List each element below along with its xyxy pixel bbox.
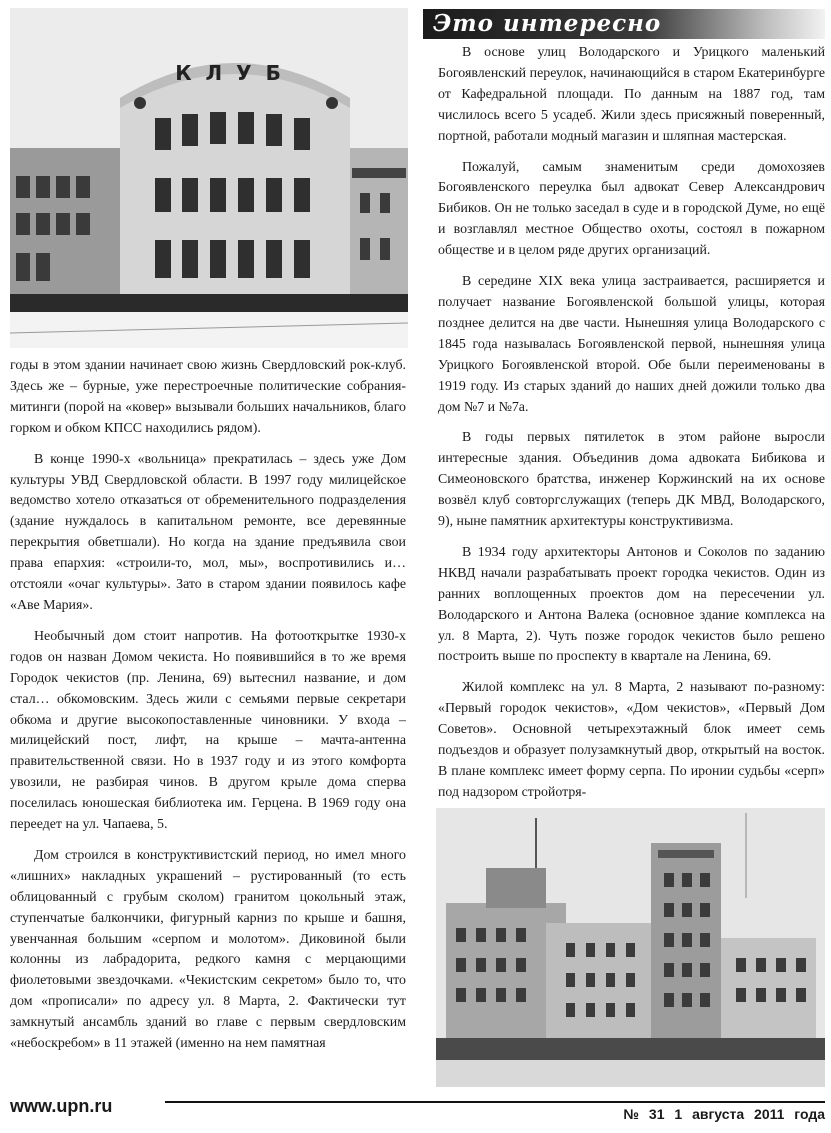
paragraph: В середине XIX века улица застраивается, расширяется и получает название Богоявленской большой улицы, которая позднее делится на две части. Нынешняя улица Володарского с 1845 года называлась Богоявленской первой, нынешняя улица Урицкого Богоявленской второй. Обе были переименованы в 1919 году. Из старых зданий до наших дней дожили только два дом №7 и №7а.: [438, 274, 825, 415]
club-sign-text: КЛУБ: [175, 61, 295, 85]
section-header: [423, 9, 825, 39]
paragraph: В основе улиц Володарского и Урицкого маленький Богоявленский переулок, начинающийся в старом Екатеринбурге от Кафедральной площади. По данным на 1887 год, там числилось всего 5 усадеб. Жили здесь присяжный поверенный, портной, работали модный магазин и шляпная мастерская.: [438, 45, 825, 144]
club-building-photo: [10, 8, 408, 348]
issue-number: № 31: [623, 1106, 665, 1122]
paragraph: годы в этом здании начинает свою жизнь Свердловский рок-клуб. Здесь же – бурные, уже перестроечные политические собрания-митинги (порой на «ковер» вызывали больших начальников, благо горком и обком КПСС находились рядом).: [10, 358, 406, 436]
paragraph: В 1934 году архитекторы Антонов и Соколов по заданию НКВД начали разрабатывать проект городка чекистов. Один из ранних воплощенных проектов дом на пересечении ул. Володарского и Антона Валека (основное здание комплекса на ул. 8 Марта, 2). Чуть позже городок чекистов было решено построить выше по проспекту в квартале на Ленина, 69.: [438, 544, 825, 665]
paragraph: В конце 1990-х «вольница» прекратилась – здесь уже Дом культуры УВД Свердловской области. В 1997 году милицейское ведомство хотело отказаться от обременительного подразделения (здание нуждалось в капитальном ремонте, все деревянные перекрытия обветшали). Но когда на здание предъявила свои права епархия: «строили-то, мол, мы», воспротивились и… отстояли «очаг культуры». Зато в старом здании появилось кафе «Аве Мария».: [10, 451, 406, 613]
site-url: www.upn.ru: [10, 1096, 113, 1116]
paragraph: Жилой комплекс на ул. 8 Марта, 2 называют по-разному: «Первый городок чекистов», «Дом чекистов», «Первый Дом Советов». Основной четырехэтажный блок имеет семь подъездов и образует полузамкнутый двор, открытый на восток. В плане комплекс имеет форму серпа. По иронии судьбы «серп» под надзором стройотря-: [438, 680, 825, 800]
paragraph: В годы первых пятилеток в этом районе выросли интересные здания. Объединив дома адвоката Бибикова и Симеоновского братства, инженер Коржинский на их основе возвёл клуб совторгслужащих (теперь ДК МВД, Володарского, 9), ныне памятник архитектуры конструктивизма.: [438, 430, 825, 530]
section-title: Это интересно: [433, 10, 662, 37]
issue-info: [623, 1106, 825, 1122]
paragraph: Необычный дом стоит напротив. На фотооткрытке 1930-х годов он назван Домом чекиста. Но появившийся в то же время Городок чекистов (пр. Ленина, 69) вытеснил название, и дом стал… обкомовским. Здесь жили с семьями первые секретари обкома и другие высокопоставленные чиновники. У входа – милицейский пост, лифт, на крыше – мачта-антенна правительственной связи. Но в 1937 году и из этого комфорта увозили, не разбирая чинов. В другом крыле дома сперва поселилась юношеская библиотека им. Герцена. В 1969 году она переедет на ул. Чапаева, 5.: [10, 628, 406, 833]
paragraph: Пожалуй, самым знаменитым среди домохозяев Богоявленского переулка был адвокат Север Александрович Бибиков. Он не только заседал в суде и в городской Думе, но ещё и возглавлял местное Общество охоты, состоял в пожарном обществе и в целом ряде других организаций.: [438, 159, 825, 259]
left-column: [10, 356, 406, 1065]
paragraph: Дом строился в конструктивистский период, но имел много «лишних» накладных украшений – рустированный (то есть облицованный с грубым сколом) гранитом цокольный этаж, ступенчатые балкончики, фигурный карниз по крыше и башня, увенчанная большим «серпом и молотом». Диковиной были колонны из лабрадорита, редкого камня с мерцающими фиолетовыми звездочками. «Чекистским секретом» было то, что дом «прописали» по адресу ул. 8 Марта, 2. Фактически тут замкнутый ансамбль зданий во главе с первым свердловским «небоскребом» в 11 этажей (именно на нем памятная: [10, 847, 406, 1052]
footer-divider: [165, 1101, 825, 1103]
chekist-house-photo: [436, 808, 825, 1087]
issue-date: 1 августа 2011 года: [674, 1106, 825, 1122]
right-column: [438, 43, 825, 814]
